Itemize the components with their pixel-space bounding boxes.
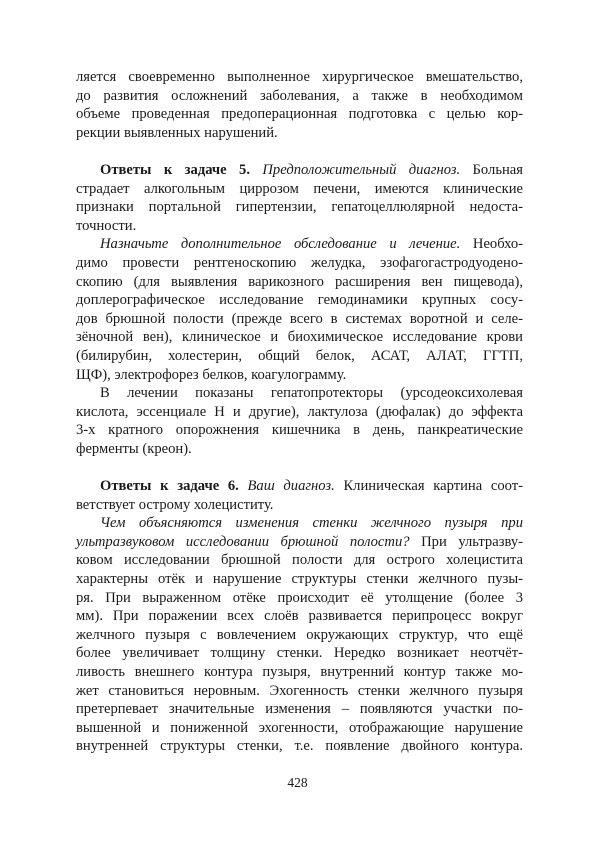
text-line: характерны отёк и нарушение структуры стенки желчного пузы- xyxy=(76,571,523,588)
text-line: ливость внешнего контура пузыря, внутренний контур также мо- xyxy=(76,664,523,680)
text-line xyxy=(76,161,523,180)
page-number: 428 xyxy=(287,775,308,790)
text-line: 3-х кратного опорожнения кишечника в день, панкреатические xyxy=(76,422,523,439)
paragraph-gap xyxy=(76,458,523,477)
text-line: жет становиться неровным. Эхогенность стенки желчного пузыря xyxy=(76,682,523,699)
paragraph-gap xyxy=(76,142,523,161)
task6-diagnosis-label: Ваш диагноз. xyxy=(247,478,335,495)
text-line: (билирубин, холестерин, общий белок, АСАТ, АЛАТ, ГГТП, xyxy=(76,347,523,364)
text-line: димо провести рентгеноскопию желудка, эзофагогастродуодено- xyxy=(76,254,523,271)
text-line: страдает алкогольным циррозом печени, имеются клинические xyxy=(76,180,523,197)
task6-question-line: Чем объясняются изменения стенки желчного пузыря при xyxy=(100,515,523,532)
text-fragment: Больная xyxy=(472,161,523,178)
paragraph-task6-ultrasound xyxy=(76,514,523,756)
text-line: до развития осложнений заболевания, а также в необходимом xyxy=(76,87,523,104)
task5-diagnosis-label: Предположительный диагноз. xyxy=(262,161,461,178)
text-line: рекции выявленных нарушений. xyxy=(76,124,278,141)
text-fragment: Необхо- xyxy=(472,236,523,253)
text-line: дов брюшной полости (прежде всего в системах воротной и селе- xyxy=(76,310,523,327)
text-line xyxy=(76,235,523,254)
text-line: ляется своевременно выполненное хирургическое вмешательство, xyxy=(76,69,523,85)
text-line xyxy=(76,533,523,552)
paragraph-intro xyxy=(76,68,523,142)
page-body xyxy=(76,68,523,756)
text-line xyxy=(76,477,523,496)
text-line: мм). При поражении всех слоёв развивается перипроцесс вокруг xyxy=(76,608,523,625)
paragraph-task6-answer xyxy=(76,477,523,514)
text-fragment: При ультразву- xyxy=(421,533,524,550)
text-line: претерпевает значительные изменения – появляются участки по- xyxy=(76,701,523,718)
paragraph-task5-answer xyxy=(76,161,523,235)
text-line: кислота, эссенциале Н и другие), лактулоза (дюфалак) до эффекта xyxy=(76,403,523,420)
paragraph-task5-treatment xyxy=(76,384,523,458)
text-line: точности. xyxy=(76,217,137,234)
text-line: ковом исследовании брюшной полости для острого холецистита xyxy=(76,552,523,569)
text-line: доплерографическое исследование гемодинамики крупных сосу- xyxy=(76,292,523,309)
text-line: ря. При выраженном отёке происходит её утолщение (более 3 xyxy=(76,589,523,606)
text-line: ЩФ), электрофорез белков, коагулограмму. xyxy=(76,366,347,383)
text-line: ферменты (креон). xyxy=(76,440,192,457)
text-line: более увеличивает толщину стенки. Нередко возникает неотчёт- xyxy=(76,645,523,662)
text-line: желчного пузыря с вовлечением окружающих структур, что ещё xyxy=(76,626,523,643)
text-line: объеме проведенная предоперационная подготовка с целью кор- xyxy=(76,106,523,123)
text-line: вышенной и пониженной эхогенности, отображающие нарушение xyxy=(76,719,523,736)
task6-heading: Ответы к задаче 6. xyxy=(100,478,239,495)
task5-examination-label: Назначьте дополнительное обследование и лечение. xyxy=(100,236,461,253)
text-line: В лечении показаны гепатопротекторы (урсодеоксихолевая xyxy=(100,385,523,402)
text-line: ветствует острому холециститу. xyxy=(76,496,274,513)
text-line: внутренней структуры стенки, т.е. появление двойного контура. xyxy=(76,738,523,755)
task5-heading: Ответы к задаче 5. xyxy=(100,161,250,178)
paragraph-task5-examination xyxy=(76,235,523,384)
task6-question-line: ультразвуковом исследовании брюшной полости? xyxy=(76,533,410,550)
text-line: признаки портальной гипертензии, гепатоцеллюлярной недоста- xyxy=(76,199,523,216)
text-fragment: Клиническая картина соот- xyxy=(343,478,523,495)
text-line: зёночной вен), клиническое и биохимическое исследование крови xyxy=(76,329,523,346)
text-line: скопию (для выявления варикозного расширения вен пищевода), xyxy=(76,273,523,290)
